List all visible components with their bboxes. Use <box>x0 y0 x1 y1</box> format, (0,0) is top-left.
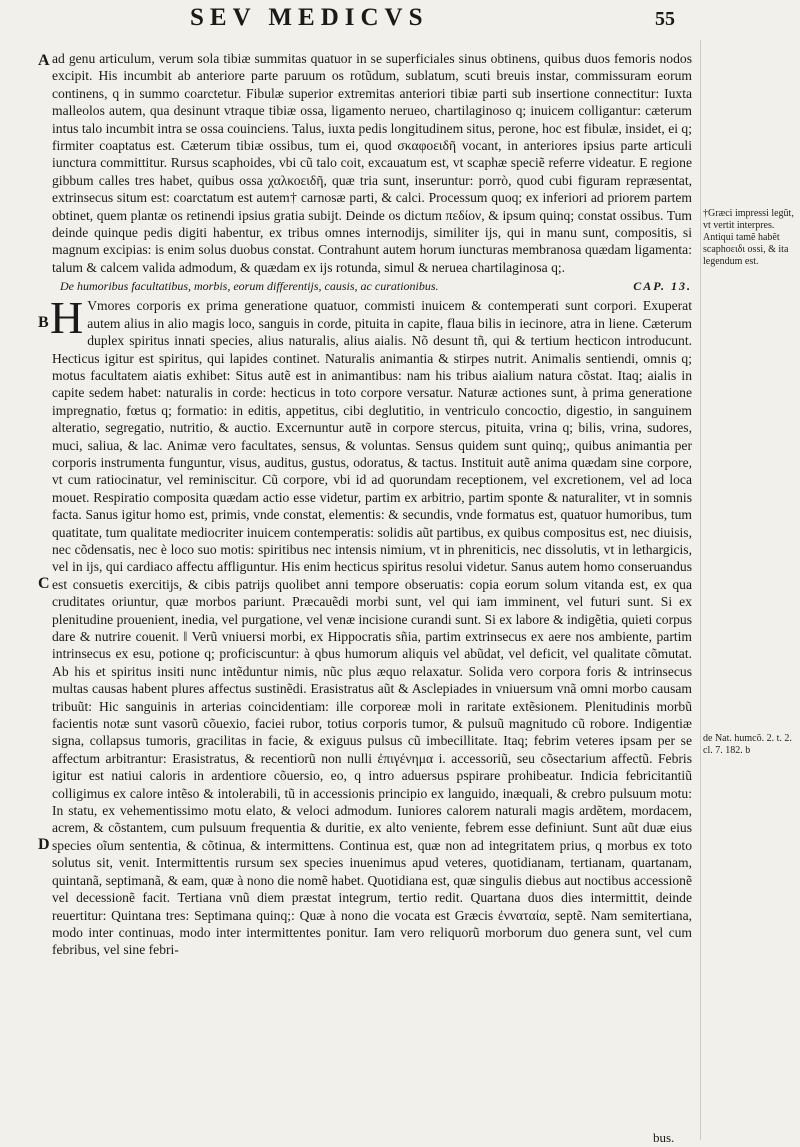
margin-rule <box>700 40 701 1140</box>
paragraph-b <box>50 292 692 958</box>
chapter-caption <box>60 278 692 295</box>
paragraph-a: ad genu articulum, verum sola tibiæ summitas quatuor in se superficiales sinus obtinens, quibus duos femoris nodos excipit. His incumbit ab anteriore parte paruum os rotũdum, sublatum, scuti breuis instar, commissuram eorum continens, q in summo coarctetur. Fibulæ superior extremitas anteriori tibiæ parti sub insertione connectitur: Iuxta malleolos autem, qua desinunt vtraque tibiæ ossa, ligamento nerueo, chartilaginoso q; inuicem colligantur: cæterum intus talo incumbit intra se ossa couinciens. Talus, iuxta pedis longitudinem situs, perone, hoc est fibulæ, insidet, ei q; firmiter coaptatus est. Cæterum tibiæ ossibus, tum ei, quod σκαφοειδῆ vocant, in anteriores ipsius parte articuli iunctura committitur. Rursus scaphoides, vbi cũ talo coit, excauatum est, vt scaphæ speciẽ referre videatur. E regione gibbum calles tres habet, quibus ossa χαλκοειδῆ, quæ tria sunt, inseruntur: porrò, quod cubi figuram repræsentat, extrinsecus situm est: coarctatum est autem† carnosæ parti, & calci. Processum quoq; ex inferiori ad priorem partem obtinet, quem plantæ os retinendi ipsius gratia subijt. Deinde os dictum πεδίον, & ipsum quinq; constat ossibus. Tum deinde quinque pedis digiti habentur, ex tribus omnes internodijs, similiter ijs, qui in manu sunt, compositis, si magnum excipias: is enim solus duobus constat. Contrahunt autem horum iuncturas membranosa quædam ligamenta: talum & calcem valida admodum, & quædam ex ijs rotunda, simul & nerueа chartilaginosa q;. <box>52 51 692 275</box>
section-letter-c: C <box>38 575 50 592</box>
page-number: 55 <box>655 8 675 30</box>
running-head: SEV MEDICVS <box>190 4 429 31</box>
body-text <box>52 50 692 959</box>
catchword: bus. <box>653 1130 675 1145</box>
section-letter-d: D <box>38 836 50 853</box>
paragraph-b-text: Vmores corporis ex prima generatione quatuor, commisti inuicem & contemperati sunt corpori. Exuperat autem alius in alio magis loco, sanguis in corde, pituita in capite, flaua bilis in iecinore, atra in liene. Cæterum duplex spiritus innati species, alius naturalis, alius aialis. Nõ desunt tñ, qui & tertium hecticon introducunt. Hecticus igitur est spiritus, qui lapides continet. Naturalis animantia & stirpes nutrit. Animalis sentiendi, omnis q; motus facultatem aiatis exhibet: Situs autẽ est in animantibus: nam his tribus aialium natura cõstat. Itaq; aialis in capite sedem habet: naturalis in corde: hecticus in toto corpore versatur. Naturæ actiones sunt, à prima generatione impregnatio, fœtus q; formatio: in editis, appetitus, cibi deglutitio, in ventriculo concoctio, digestio, in sanguinem alteratio, segregatio, nutritio, & auctio. Excernuntur autẽ in corpore stercus, pituita, vrina q; bilis, vrina, sudores, muci, saliua, & lac. Animæ vero facultates, sensus, & voluntas. Sensus quidem sunt quinq;, quibus animantia per corporis instrumenta funguntur, visus, auditus, gustus, odoratus, & tactus. Instituit autẽ anima quædam sine corpore, vt cum ratiocinatur, vel reminiscitur. Cũ corpore, vbi id ad quorundam receptionem, vel excretionem, vel ad loca mouet. Respiratio composita quædam actio esse videtur, partim ex arbitrio, partim sponte & naturaliter, vt in somnis facta. Sanus igitur homo est, primis, vnde constat, elementis: & secundis, vnde formatus est, quatuor humoribus, tum quatitate, tum qualitate mediocriter inuicem contemperatis: solidis aũt partibus, ex quibus compositus est, nec diuisis, nec cõdensatis, nec è loco suo motis: spiritibus nec intensis nimium, vt in phreniticis, nec dissolutis, vt in lethargicis, vel in ijs, qui cardiaco affectu affliguntur. His enim hecticus spiritus resolui videtur. Sanus autem homo conseruandus est consuetis exercitijs, & cibis patrijs quolibet anni tempore obseruatis: copia eorum solum vitanda est, ex qua cruditates oriuntur, quæ morbos pariunt. Præcauẽdi morbi sunt, vel qui iam imminent, vel futuri sunt. Si ex plenitudine prouenient, inedia, vel purgatione, vel venæ incisione curandi sunt. Si ex labore & indigẽtia, quieti corpus dare & nutrire couenit. ‖ Verũ vniuersi morbi, ex Hippocratis sñia, partim extrinsecus ex aere nos ambiente, partim intrinsecus ex esu, potione q; proficiscuntur: à qbus humorum aliquis vel abũdat, vel deficit, vel qualitate cõmutat. Ab his et spiritus insiti nunc intẽduntur nimis, nũc plus æquo relaxatur. Solida vero corpora foris & intrinsecus multas causas habent plures affectus sustinẽdi. Erasistratus aũt & Asclepiades in vniuersum vnã omni morbo causam tribuũt: Hic sanguinis in arterias coincidentiam: ille corporeæ moli in raritate extẽsionem. Plenitudinis morbũ facientis notæ sunt vasorũ cõuexio, faciei rubor, totius corporis tumor, & pulsuũ magnitudo cũ robore. Indigentiæ signa, collapsus tumoris, gracilitas in facie, & exiguus pulsus cũ imbecillitate. Itaq; febrim veteres ipsam per se affectum arbitrantur: Erasistratus, & recentiorũ non nulli ἐπιγένημα i. accessoriũ, seu cõsectarium affectũ. Febris igitur est natiui caloris in ardentiore cõuersio, eo, q intro aduersus pspirare prohibeatur. Indicia febricitantiũ colligimus ex calore intẽso & intolerabili, tũ in accessionis principio ex languido, inæquali, & crebro pulsuum motu: In statu, ex vehementissimo motu elato, & veloci admodum. Iuniores calorem naturali magis ardẽtem, mordacem, acrem, & cõstantem, cum pulsuum frequentia & duritie, ex alto veniente, febrem esse definiunt. Sunt aũt duæ eius species oĩum sententia, & cõtinua, & intermittens. Continua est, quæ non ad integritatem prius, q morbus ex toto solutus sit, venit. Intermittentis rursum sex species inuenimus apud veteres, quotidianam, tertianam, quartanam, quintanã, septimanã, & eam, quæ à nono die nomẽ habet. Quotidiana est, quæ singulis diebus aut noctibus accessionẽ vel decessionẽ facit. Tertiana vnũ diem præstat integrum, tertio redit. Quartana duos dies intermittit, deinde reuertitur: Quintana tres: Septimana quinq;: Quæ à nono die vocata est Græcis ἐνναταία, septẽ. Nam semitertiana, modo inter continuas, modo inter intermittentes ponitur. Iam vero reliquorũ morborum duo genera sunt, vel cum febribus, vel sine febri- <box>52 298 692 958</box>
chapter-title: De humoribus facultatibus, morbis, eorum differentijs, causis, ac curationibus. <box>60 279 439 294</box>
drop-cap: H <box>50 292 84 344</box>
margin-note-reference: de Nat. humcõ. 2. t. 2. cl. 7. 182. b <box>703 733 792 756</box>
margin-note-greek: †Græci impressi legũt, vt vertit interpres. Antiqui tamẽ habẽt scaphoειδι ossi, & ita legendum est. <box>703 208 794 267</box>
section-letter-b: B <box>38 314 49 331</box>
section-letter-a: A <box>38 52 50 69</box>
chapter-number: CAP. 13. <box>633 279 692 294</box>
